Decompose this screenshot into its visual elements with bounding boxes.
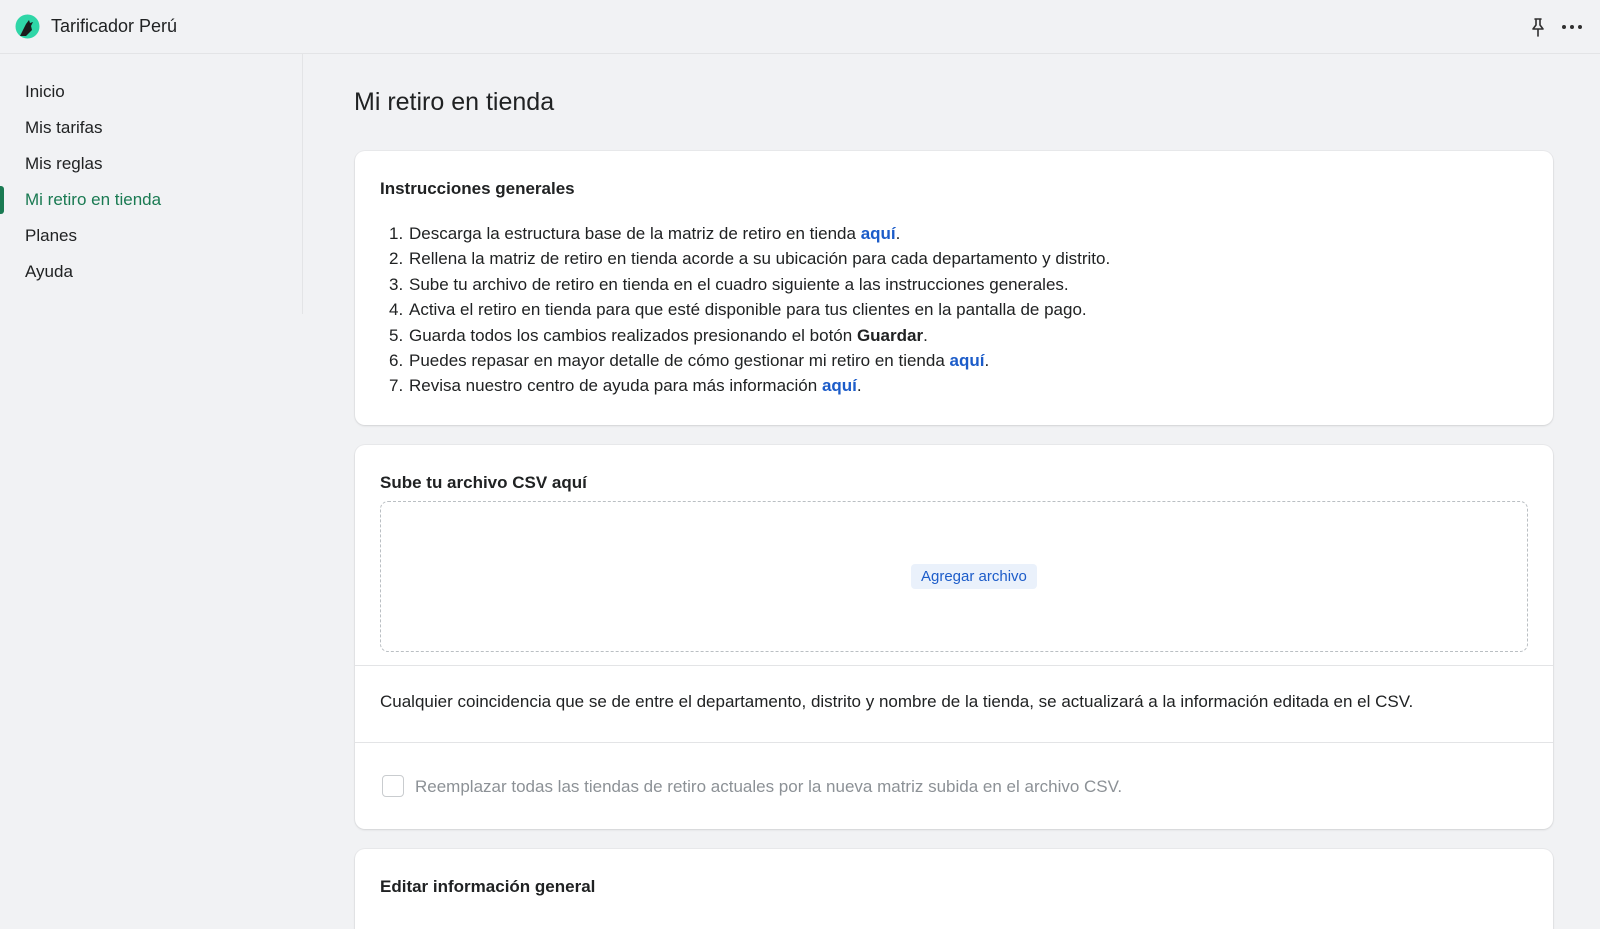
instruction-item: 1. Descarga la estructura base de la matriz de retiro en tienda aquí. <box>389 224 901 243</box>
sidebar-item-mi-retiro-en-tienda[interactable]: Mi retiro en tienda <box>0 183 302 217</box>
sidebar-item-mis-reglas[interactable]: Mis reglas <box>25 154 103 173</box>
instruction-item: 6. Puedes repasar en mayor detalle de cómo gestionar mi retiro en tienda aquí. <box>389 351 990 371</box>
download-template-link[interactable]: aquí <box>860 224 896 243</box>
sidebar-item-mis-tarifas[interactable]: Mis tarifas <box>25 118 103 137</box>
general-info-heading: Editar información general <box>380 877 596 896</box>
pin-icon <box>1530 17 1546 37</box>
csv-info-text: Cualquier coincidencia que se de entre el departamento, distrito y nombre de la tienda, se actualizará a la información editada en el CSV. <box>380 692 1414 711</box>
instruction-item: 3. Sube tu archivo de retiro en tienda en el cuadro siguiente a las instrucciones generales. <box>389 274 1069 294</box>
page-title: Mi retiro en tienda <box>354 88 555 116</box>
replace-stores-checkbox[interactable] <box>382 775 404 797</box>
top-bar <box>0 0 1600 54</box>
instructions-list <box>389 221 1111 399</box>
divider <box>355 665 1553 666</box>
instructions-card <box>355 151 1553 425</box>
instruction-item: 2. Rellena la matriz de retiro en tienda acorde a su ubicación para cada departamento y distrito. <box>389 249 1111 269</box>
instruction-item: 7. Revisa nuestro centro de ayuda para más información aquí. <box>389 376 862 396</box>
upload-card <box>355 445 1553 829</box>
sidebar-item-planes[interactable]: Planes <box>25 226 77 245</box>
help-center-link[interactable]: aquí <box>821 376 857 396</box>
instruction-item: 4. Activa el retiro en tienda para que esté disponible para tus clientes en la pantalla de pago. <box>389 300 1087 320</box>
divider <box>355 742 1553 743</box>
app-logo-icon <box>15 14 40 39</box>
instructions-heading: Instrucciones generales <box>380 179 575 198</box>
upload-heading: Sube tu archivo CSV aquí <box>380 473 587 492</box>
instruction-item: 5. Guarda todos los cambios realizados presionando el botón Guardar. <box>389 325 928 345</box>
file-dropzone[interactable] <box>380 501 1528 652</box>
pin-button[interactable] <box>1526 15 1550 39</box>
sidebar-item-inicio[interactable]: Inicio <box>25 82 65 101</box>
app-title: Tarificador Perú <box>51 16 178 36</box>
general-info-card <box>355 849 1553 929</box>
more-icon <box>1561 24 1583 30</box>
add-file-button[interactable]: Agregar archivo <box>911 564 1037 589</box>
details-guide-link[interactable]: aquí <box>949 351 985 371</box>
more-actions-button[interactable] <box>1558 15 1586 39</box>
replace-stores-label[interactable]: Reemplazar todas las tiendas de retiro actuales por la nueva matriz subida en el archivo CSV. <box>415 777 1123 796</box>
sidebar-item-ayuda[interactable]: Ayuda <box>25 262 73 281</box>
sidebar <box>0 54 303 314</box>
